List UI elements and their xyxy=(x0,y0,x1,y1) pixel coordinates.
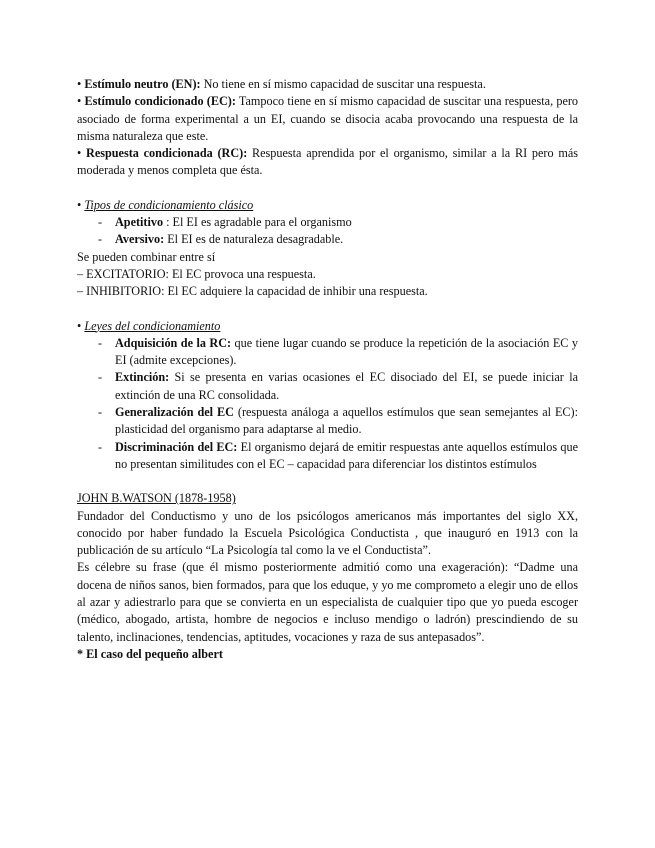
section-tipos-title: Tipos de condicionamiento clásico xyxy=(84,197,254,212)
list-item xyxy=(77,335,578,370)
section-tipos-heading xyxy=(77,197,578,214)
dash-marker: - xyxy=(98,370,103,385)
dash-marker: - xyxy=(98,232,103,247)
list-item-text: que tiene lugar cuando se produce la repetición de la asociación EC y EI (admite excepciones). xyxy=(115,335,578,368)
list-item-term: Apetitivo xyxy=(115,215,164,230)
term-estimulo-neutro: Estímulo neutro (EN): xyxy=(84,77,201,91)
dash-marker: - xyxy=(98,335,103,350)
list-item xyxy=(77,231,578,248)
definition-text: No tiene en sí mismo capacidad de suscitar una respuesta. xyxy=(200,77,486,91)
definition-text: Respuesta aprendida por el organismo, similar a la RI pero más moderada y menos completa que ésta. xyxy=(77,146,578,178)
list-item-term: Extinción: xyxy=(115,370,170,385)
list-item-text: Si se presenta en varias ocasiones el EC disociado del EI, se puede iniciar la extinción de una RC consolidada. xyxy=(115,370,578,402)
definition-ec xyxy=(77,93,578,145)
definition-text: Tampoco tiene en sí mismo capacidad de suscitar una respuesta, pero asociado de forma experimental a un EI, cuando se disocia acaba provocando una respuesta de la misma naturaleza que este. xyxy=(77,94,579,143)
list-item-text: : El EI es agradable para el organismo xyxy=(163,215,352,230)
dash-marker: - xyxy=(98,405,103,420)
list-item-text: El EI es de naturaleza desagradable. xyxy=(164,232,344,247)
list-item-term: Adquisición de la RC: xyxy=(115,335,232,350)
list-item-term: Aversivo: xyxy=(115,232,165,247)
watson-paragraph-2: Es célebre su frase (que él mismo posteriormente admitió como una exageración): “Dadme una docena de niños sanos, bien formados, para que los eduque, y yo me comprometo a elegir uno de ellos al azar y adiestrarlo para que se convierta en un especialista de cualquier tipo que yo pueda escoger (médico, abogado, artista, hombre de negocios e incluso mendigo o ladrón) prescindiendo de su talento, inclinaciones, tendencias, aptitudes, vocaciones y raza de sus antepasados”. xyxy=(77,560,578,644)
term-estimulo-condicionado: Estímulo condicionado (EC): xyxy=(84,94,236,109)
inhibitorio-text: – INHIBITORIO: El EC adquiere la capacidad de inhibir una respuesta. xyxy=(77,284,428,299)
list-item xyxy=(77,404,578,439)
section-leyes-heading xyxy=(77,318,578,335)
term-respuesta-condicionada: Respuesta condicionada (RC): xyxy=(86,146,248,161)
caso-albert-heading xyxy=(77,646,578,663)
watson-heading: JOHN B.WATSON (1878-1958) xyxy=(77,491,236,506)
list-item-text: (respuesta análoga a aquellos estímulos que sean semejantes al EC): plasticidad del organismo para adaptarse al medio. xyxy=(115,405,578,437)
leyes-list xyxy=(77,335,578,473)
page-content xyxy=(77,76,578,663)
definition-rc xyxy=(77,145,578,180)
dash-marker: - xyxy=(98,439,103,454)
definition-en xyxy=(77,76,578,93)
bullet: • xyxy=(77,77,82,91)
list-item xyxy=(77,214,578,231)
bullet: • xyxy=(77,197,82,212)
bullet: • xyxy=(77,146,82,161)
list-item xyxy=(77,369,578,404)
caso-albert-text: * El caso del pequeño albert xyxy=(77,646,223,661)
bullet: • xyxy=(77,94,82,109)
list-item-text: El organismo dejará de emitir respuestas ante aquellos estímulos que no presentan similitudes con el EC – capacidad para diferenciar los distintos estímulos xyxy=(115,439,578,471)
combine-text: Se pueden combinar entre sí xyxy=(77,249,216,264)
watson-paragraph-1: Fundador del Conductismo y uno de los psicólogos americanos más importantes del siglo XX, conocido por haber fundado la Escuela Psicológica Conductista , que inauguró en 1913 con la publicación de su artículo “La Psicología tal como la ve el Conductista”. xyxy=(77,508,578,558)
list-item-term: Generalización del EC xyxy=(115,405,234,420)
bullet: • xyxy=(77,318,82,333)
dash-marker: - xyxy=(98,215,103,230)
excitatorio-text: – EXCITATORIO: El EC provoca una respuesta. xyxy=(77,266,316,281)
list-item-term: Discriminación del EC: xyxy=(115,439,238,454)
tipos-list xyxy=(77,214,578,249)
section-leyes-title: Leyes del condicionamiento xyxy=(84,318,221,333)
list-item xyxy=(77,439,578,474)
